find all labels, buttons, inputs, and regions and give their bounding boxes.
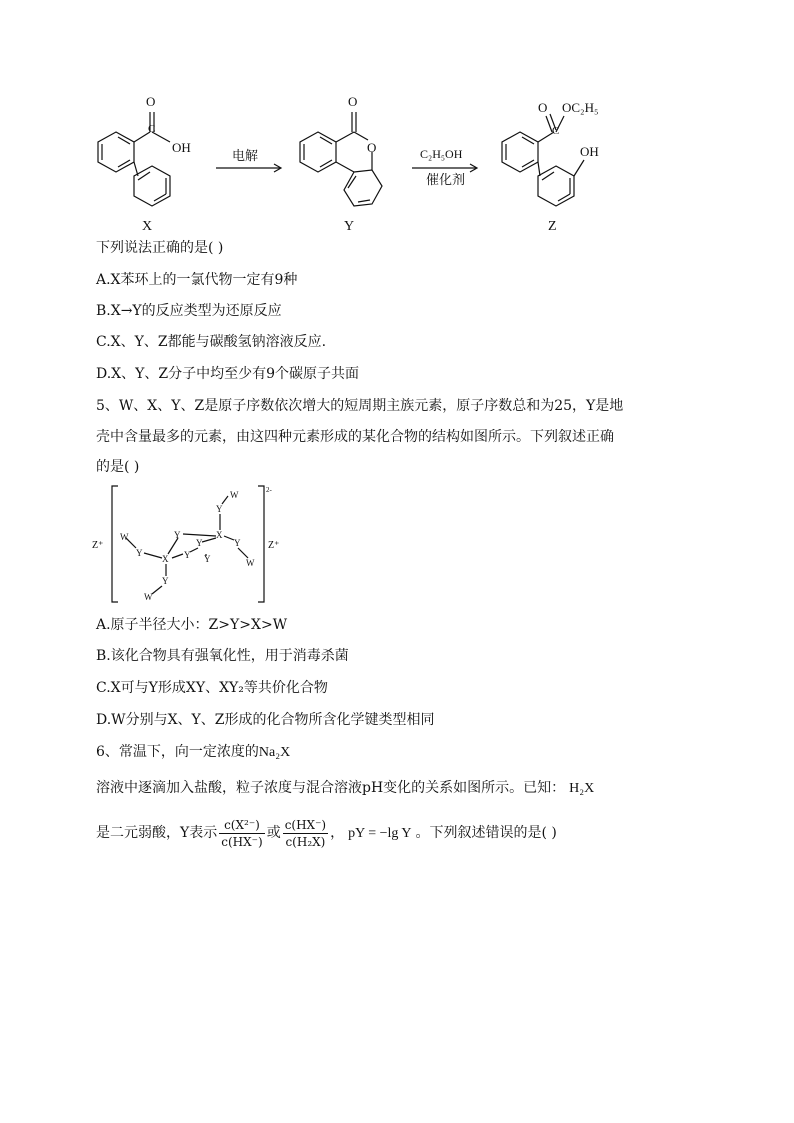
q4-option-c: C.X、Y、Z都能与碳酸氢钠溶液反应.	[96, 334, 327, 350]
q6-stem-line3	[96, 816, 557, 851]
q6-formula-na2x: Na₂X	[258, 745, 291, 760]
q6-stem-line2	[96, 778, 594, 799]
z-ester-group: OC₂H₅	[562, 100, 599, 115]
atom-w-bottom: W	[144, 592, 153, 602]
atom-w-top: W	[230, 490, 239, 500]
atom-w-right: W	[246, 558, 255, 568]
atom-y-left: Y	[136, 548, 143, 558]
compound-structure-drawing	[88, 482, 298, 606]
q6-comma: ，	[330, 825, 345, 841]
q6-line3-text: 是二元弱酸，Y表示	[96, 825, 218, 841]
atom-y-bridge-1: Y	[174, 530, 181, 540]
label-y: Y	[344, 219, 355, 234]
x-carbon: C	[148, 123, 156, 135]
compound-structure	[88, 482, 298, 606]
q4-stem: 下列说法正确的是( )	[96, 240, 224, 256]
fraction-2-num: c(HX⁻)	[284, 817, 327, 832]
molecule-x	[98, 94, 191, 206]
y-ring-o: O	[367, 140, 377, 155]
q4-option-b: B.X→Y的反应类型为还原反应	[96, 303, 282, 319]
arrow1-label: 电解	[232, 148, 259, 163]
x-carbonyl-o: O	[146, 94, 156, 109]
q4-option-d: D.X、Y、Z分子中均至少有9个碳原子共面	[96, 366, 360, 382]
q5-option-d: D.W分别与X、Y、Z形成的化合物所含化学键类型相同	[96, 712, 435, 728]
atom-y-bridge-4: Y	[204, 554, 211, 564]
q5-option-b: B.该化合物具有强氧化性，用于消毒杀菌	[96, 648, 349, 664]
q5-stem-line3: 的是( )	[96, 459, 140, 475]
q6-or: 或	[266, 825, 281, 841]
z-carbonyl-o: O	[538, 100, 548, 115]
q5-option-c: C.X可与Y形成XY、XY₂等共价化合物	[96, 680, 328, 696]
reaction-scheme	[88, 88, 648, 236]
x-hydroxyl: OH	[172, 140, 191, 155]
q6-stem-line1	[96, 742, 290, 763]
arrow2-bottom: 催化剂	[426, 172, 466, 187]
q5-stem-line1: 5、W、X、Y、Z是原子序数依次增大的短周期主族元素，原子序数总和为25，Y是地	[96, 398, 624, 414]
cation-right: Z⁺	[268, 540, 280, 551]
q6-line1-text: 6、常温下，向一定浓度的	[96, 744, 259, 760]
atom-y-bridge-3: Y	[184, 550, 191, 560]
cation-left: Z⁺	[92, 540, 104, 551]
molecule-y	[300, 94, 382, 206]
anion-charge: 2-	[266, 486, 272, 494]
atom-y-bridge-2: Y	[196, 538, 203, 548]
fraction-1-num: c(X²⁻)	[219, 817, 264, 834]
arrow2-top: C₂H₅OH	[420, 147, 463, 161]
q6-line3-end: 。下列叙述错误的是( )	[415, 825, 557, 841]
atom-y-bottom: Y	[162, 576, 169, 586]
q4-option-a: A.X苯环上的一氯代物一定有9种	[96, 272, 298, 288]
y-carbonyl-o: O	[348, 94, 358, 109]
q5-option-a: A.原子半径大小：Z>Y>X>W	[96, 617, 288, 633]
atom-x-right: X	[216, 530, 223, 540]
atom-w-left: W	[120, 532, 129, 542]
fraction-2-den: c(H₂X)	[285, 834, 326, 849]
atom-y-right: Y	[234, 538, 241, 548]
arrow-electrolysis	[216, 148, 281, 172]
z-carbon: C	[552, 125, 560, 137]
q6-line2-text: 溶液中逐滴加入盐酸，粒子浓度与混合溶液pH变化的关系如图所示。已知：	[96, 780, 566, 796]
reaction-scheme-drawing	[88, 88, 648, 236]
q6-formula-h2x: H₂X	[569, 781, 595, 796]
atom-x-left: X	[162, 554, 169, 564]
fraction-2	[283, 817, 328, 850]
label-x: X	[142, 219, 153, 234]
atom-y-top: Y	[216, 504, 223, 514]
arrow-esterification	[412, 147, 477, 187]
q5-stem-line2: 壳中含量最多的元素，由这四种元素形成的某化合物的结构如图所示。下列叙述正确	[96, 429, 614, 445]
molecule-z	[502, 100, 599, 206]
fraction-1-den: c(HX⁻)	[221, 834, 263, 849]
q6-py-definition: pY = −lg Y	[348, 826, 412, 841]
fraction-1	[219, 817, 264, 850]
label-z: Z	[548, 219, 557, 234]
z-hydroxyl: OH	[580, 144, 599, 159]
